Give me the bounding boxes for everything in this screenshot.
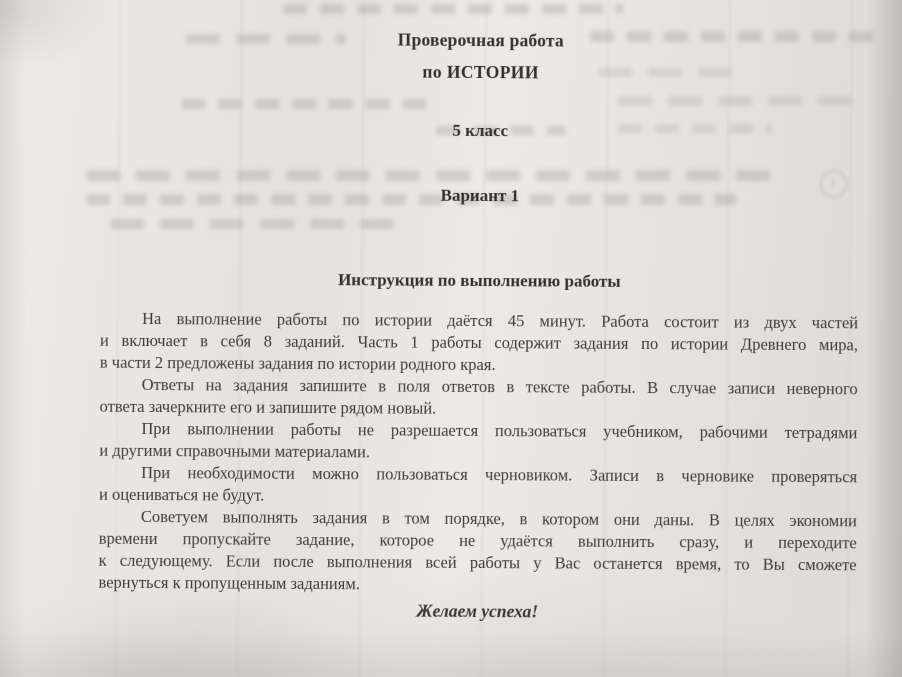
text-line: времени пропускайте задание, которое не удаётся выполнить сразу, и переходите — [98, 528, 857, 553]
text-line: и другими справочными материалами. — [99, 440, 371, 462]
text-line: На выполнение работы по истории даётся 45 минут. Работа состоит из двух частей — [142, 308, 859, 333]
text-line: Советуем выполнять задания в том порядке, в котором они даны. В целях экономии — [140, 506, 857, 531]
text-line: ответа зачеркните его и запишите рядом новый. — [99, 396, 437, 418]
text-line: и включает в себя 8 заданий. Часть 1 работы содержит задания по истории Древнего мира, — [99, 330, 859, 355]
text-line: При необходимости можно пользоваться черновиком. Записи в черновике проверяться — [141, 462, 858, 487]
worksheet-content — [98, 0, 860, 677]
text-line: Ответы на задания запишите в поля ответов в тексте работы. В случае записи неверного — [141, 374, 858, 399]
document-title-line2: по ИСТОРИИ — [422, 61, 539, 83]
text-line: При выполнении работы не разрешается пользоваться учебником, рабочими тетрадями — [141, 418, 858, 443]
document-title-line1: Проверочная работа — [397, 29, 564, 51]
text-line: к следующему. Если после выполнения всей работы у Вас останется время, то Вы сможете — [98, 550, 857, 575]
instructions-heading: Инструкция по выполнению работы — [338, 270, 621, 291]
text-line: и оцениваться не будут. — [98, 484, 265, 505]
closing-wish: Желаем успеха! — [416, 600, 539, 622]
text-line: в части 2 предложены задания по истории родного края. — [99, 352, 496, 375]
text-line: вернуться к пропущенным заданиям. — [98, 572, 360, 594]
instructions-text — [98, 308, 858, 599]
variant-label: Вариант 1 — [440, 185, 520, 206]
grade-label: 5 класс — [452, 120, 509, 141]
